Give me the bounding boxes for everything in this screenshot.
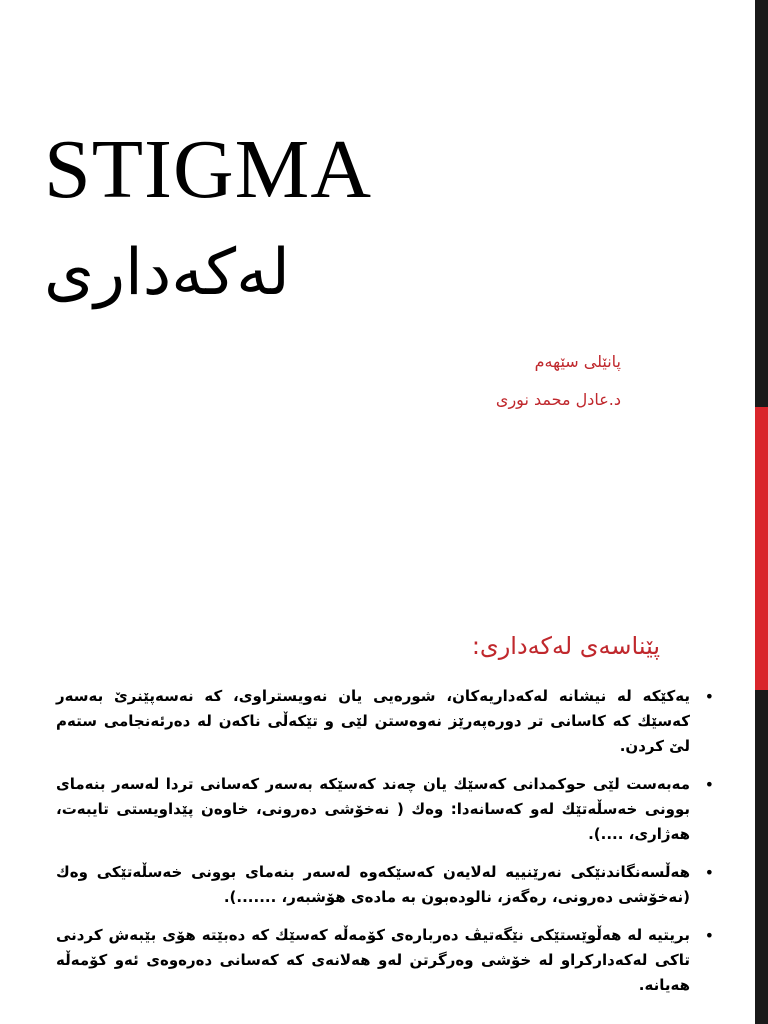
list-item-text: مەبەست لێی حوکمدانی کەسێك یان چەند کەسێکە بەسەر کەسانی تردا لەسەر بنەمای بوونی خەسڵەتێك لەو کەسانەدا: وەك ( نەخۆشی دەرونی، خاوەن پێداویستی تایبەت، هەژاری، ....). — [56, 775, 690, 843]
side-bar-accent — [755, 407, 768, 690]
bullet-icon: • — [704, 687, 714, 706]
list-item-text: یەکێکە لە نیشانە لەکەداریەکان، شورەیی یان نەویستراوی، کە نەسەپێنرێ بەسەر کەسێك کە کاسانی تر دورەپەرێز نەوەستن لێی و تێکەڵی ناکەن لە دەرئەنجامی ستەم لێ کردن. — [56, 687, 690, 755]
list-item — [56, 923, 714, 998]
section-heading: پێناسەی لەکەداری: — [471, 632, 660, 660]
list-item-text: بریتیە لە هەڵوێستێکی نێگەتیڤ دەربارەی کۆمەڵە کەسێك کە دەبێتە هۆی بێبەش کردنی تاکی لەکەدارکراو لە خۆشی وەرگرتن لەو هەلانەی کە کەسانی دەرەوەی ئەو کۆمەڵە هەیانە. — [56, 926, 690, 994]
list-item-text: هەڵسەنگاندنێکی نەرێنییە لەلایەن کەسێکەوە لەسەر بنەمای بوونی خەسڵەتێکی وەك (نەخۆشی دەرونی، رەگەز، نالودەبون بە مادەی هۆشبەر، .......). — [56, 863, 690, 906]
bullet-icon: • — [704, 926, 714, 945]
subtitle-author: د.عادل محمد نوری — [495, 390, 621, 409]
list-item — [56, 684, 714, 759]
slide-title-kurdish: لەکەداری — [44, 236, 290, 310]
list-item — [56, 772, 714, 847]
definition-list — [56, 684, 712, 1011]
list-item — [56, 860, 714, 910]
bullet-icon: • — [704, 775, 714, 794]
bullet-icon: • — [704, 863, 714, 882]
subtitle-panel: پانێلی سێهەم — [534, 352, 621, 371]
slide-title-english: STIGMA — [44, 123, 373, 216]
